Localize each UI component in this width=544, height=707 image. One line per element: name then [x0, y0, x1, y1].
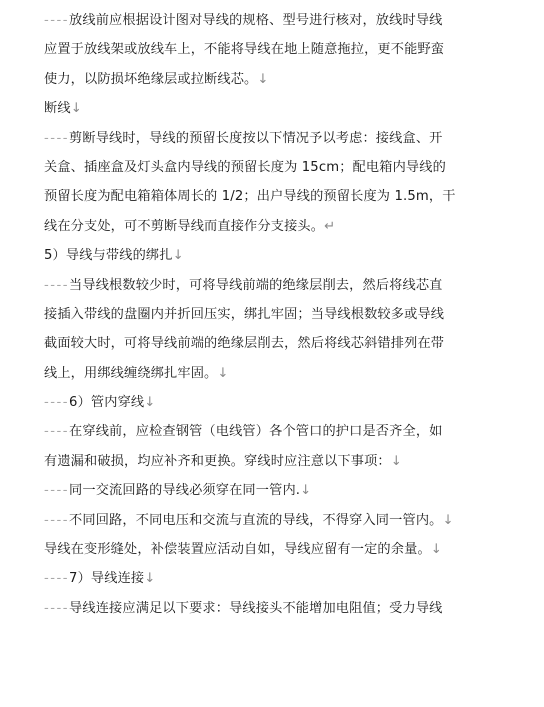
line-text: 不同回路，不同电压和交流与直流的导线，不得穿入同一管内。	[69, 512, 443, 528]
text-line	[44, 476, 504, 505]
paragraph-mark-icon: ↓	[144, 571, 156, 587]
line-text: 在穿线前，应检查钢管（电线管）各个管口的护口是否齐全，如	[69, 424, 443, 440]
line-text: 断线	[44, 101, 71, 117]
text-line	[44, 212, 504, 241]
text-line	[44, 300, 504, 329]
text-line	[44, 417, 504, 446]
line-text: 6）管内穿线	[69, 395, 145, 411]
line-text: 有遗漏和破损，均应补齐和更换。穿线时应注意以下事项：	[44, 453, 391, 469]
text-line	[44, 359, 504, 388]
line-text: 接插入带线的盘圈内并折回压实，绑扎牢固；当导线根数较多或导线	[44, 306, 445, 322]
text-line	[44, 6, 504, 35]
line-text: 同一交流回路的导线必须穿在同一管内.	[69, 483, 301, 499]
return-mark-icon: ↵	[324, 218, 336, 234]
text-line	[44, 329, 504, 358]
text-line	[44, 447, 504, 476]
line-text: 截面较大时，可将导线前端的绝缘层削去，然后将线芯斜错排列在带	[44, 336, 445, 352]
line-text: 线在分支处，可不剪断导线而直接作分支接头。	[44, 218, 325, 234]
text-line	[44, 153, 504, 182]
text-line	[44, 241, 504, 270]
text-line	[44, 124, 504, 153]
text-line	[44, 388, 504, 417]
line-text: 当导线根数较少时，可将导线前端的绝缘层削去，然后将线芯直	[69, 277, 443, 293]
paragraph-mark-icon: ↓	[257, 71, 269, 87]
line-text: 导线连接应满足以下要求：导线接头不能增加电阻值；受力导线	[69, 600, 443, 616]
paragraph-mark-icon: ↓	[70, 101, 82, 117]
line-text: 关盒、插座盒及灯头盒内导线的预留长度为 15cm；配电箱内导线的	[44, 159, 446, 175]
paragraph-mark-icon: ↓	[172, 248, 184, 264]
paragraph-mark-icon: ↓	[442, 512, 454, 528]
line-text: 使力，以防损坏绝缘层或拉断线芯。	[44, 71, 258, 87]
text-line	[44, 564, 504, 593]
line-text: 5）导线与带线的绑扎	[44, 248, 173, 264]
indent-marker: ----	[44, 512, 70, 528]
paragraph-mark-icon: ↓	[144, 395, 156, 411]
indent-marker: ----	[44, 424, 70, 440]
text-line	[44, 594, 504, 623]
line-text: 剪断导线时，导线的预留长度按以下情况予以考虑：接线盒、开	[69, 130, 443, 146]
text-line	[44, 506, 504, 535]
paragraph-mark-icon: ↓	[430, 542, 442, 558]
indent-marker: ----	[44, 277, 70, 293]
text-line	[44, 35, 504, 64]
indent-marker: ----	[44, 571, 70, 587]
indent-marker: ----	[44, 483, 70, 499]
text-line	[44, 535, 504, 564]
indent-marker: ----	[44, 600, 70, 616]
document-body	[44, 6, 504, 623]
text-line	[44, 94, 504, 123]
text-line	[44, 182, 504, 211]
text-line	[44, 65, 504, 94]
line-text: 导线在变形缝处，补偿装置应活动自如，导线应留有一定的余量。	[44, 542, 431, 558]
indent-marker: ----	[44, 13, 70, 28]
line-text: 7）导线连接	[69, 571, 145, 587]
text-line	[44, 271, 504, 300]
line-text: 线上，用绑线缠绕绑扎牢固。	[44, 365, 218, 381]
paragraph-mark-icon: ↓	[300, 483, 312, 499]
indent-marker: ----	[44, 130, 70, 146]
line-text: 应置于放线架或放线车上，不能将导线在地上随意拖拉，更不能野蛮	[44, 42, 445, 58]
paragraph-mark-icon: ↓	[217, 365, 229, 381]
line-text: 预留长度为配电箱箱体周长的 1/2；出户导线的预留长度为 1.5m，干	[44, 189, 456, 205]
line-text: 放线前应根据设计图对导线的规格、型号进行核对，放线时导线	[69, 13, 443, 28]
paragraph-mark-icon: ↓	[390, 453, 402, 469]
indent-marker: ----	[44, 395, 70, 411]
